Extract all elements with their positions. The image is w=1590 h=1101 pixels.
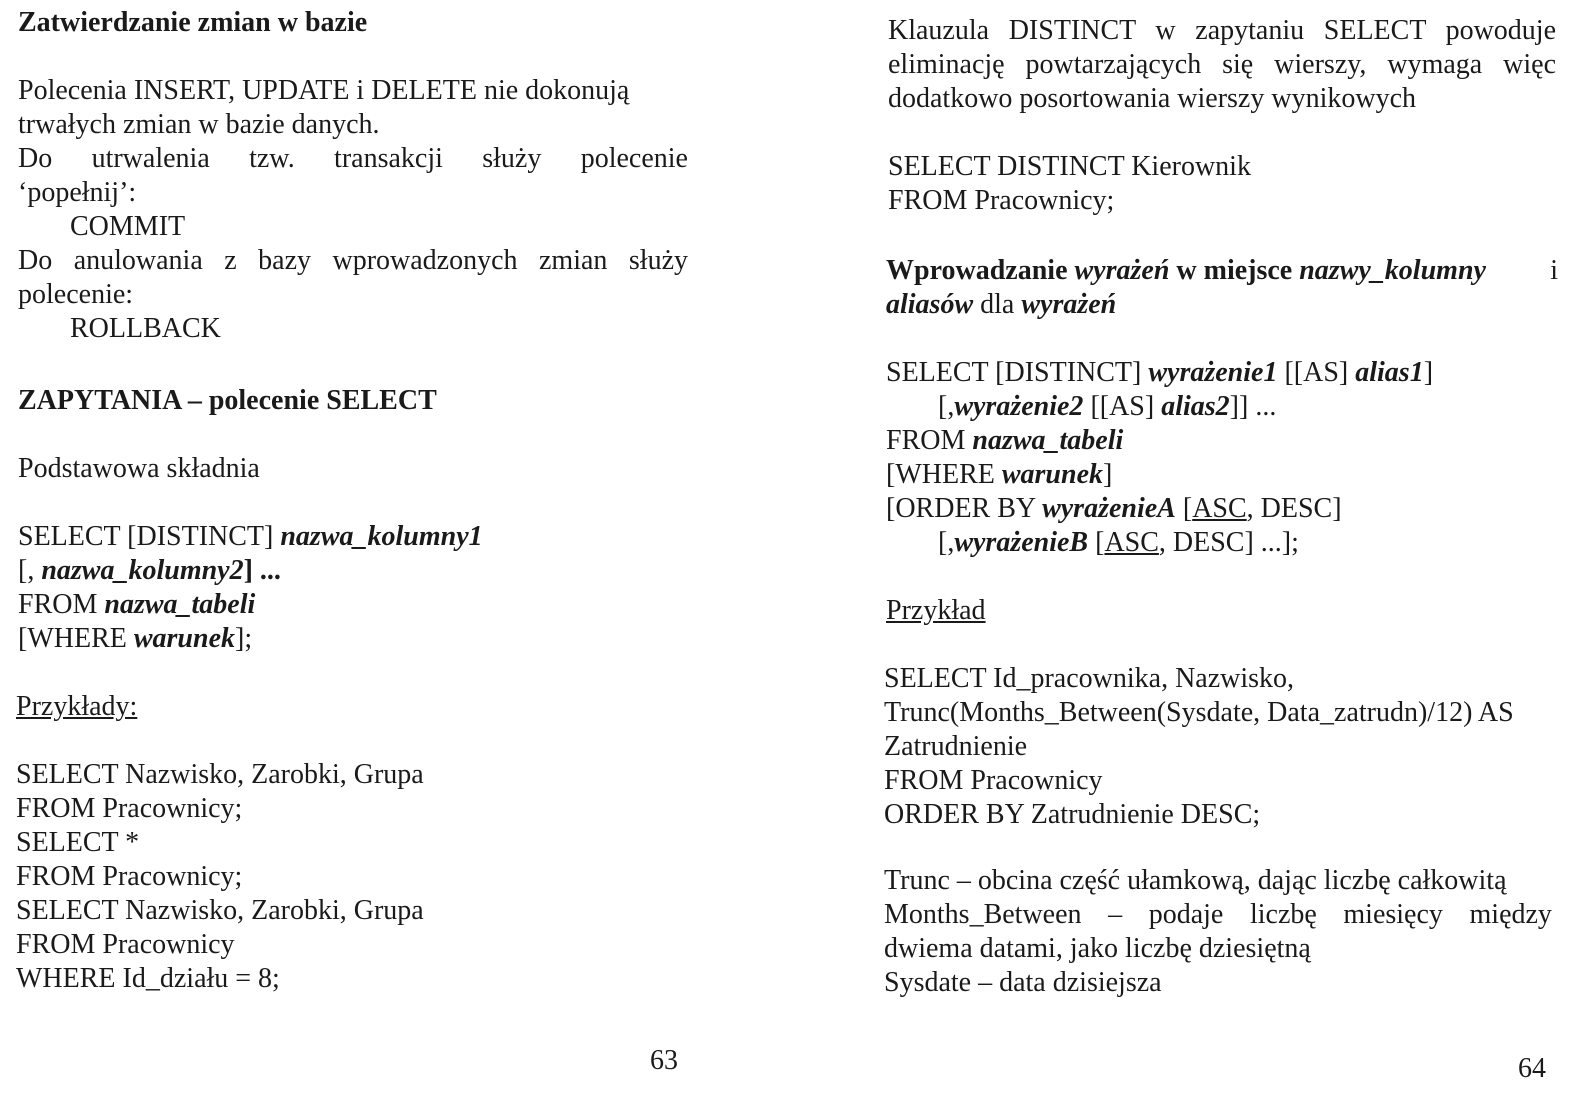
right-page — [884, 0, 1564, 1101]
paragraph-line: polecenie: — [18, 279, 134, 310]
section-heading-expressions-line2: aliasów dla wyrażeń — [886, 289, 1117, 320]
syntax-line: FROM nazwa_tabeli — [886, 425, 1124, 456]
word: tzw. — [249, 143, 295, 174]
example-line: SELECT * — [16, 827, 140, 858]
query-line: ORDER BY Zatrudnienie DESC; — [884, 799, 1261, 830]
word: anulowania — [73, 245, 203, 276]
command-commit: COMMIT — [70, 211, 186, 242]
syntax-title: Podstawowa składnia — [18, 453, 260, 484]
query-line: FROM Pracownicy — [884, 765, 1103, 796]
syntax-line: [WHERE warunek] — [886, 459, 1113, 490]
query-line: SELECT Id_pracownika, Nazwisko, — [884, 663, 1295, 694]
query-line: Zatrudnienie — [884, 731, 1028, 762]
section-heading-commit: Zatwierdzanie zmian w bazie — [18, 7, 368, 38]
note-line: Trunc – obcina część ułamkową, dając liczbę całkowitą — [884, 865, 1507, 896]
command-rollback: ROLLBACK — [70, 313, 221, 344]
example-line: WHERE Id_działu = 8; — [16, 963, 280, 994]
word: służy — [482, 143, 542, 174]
word: transakcji — [334, 143, 443, 174]
word: Months_Between — [884, 899, 1082, 930]
word: miesięcy — [1343, 899, 1443, 930]
paragraph-line: trwałych zmian w bazie danych. — [18, 109, 380, 140]
word: wprowadzonych — [332, 245, 518, 276]
syntax-line: FROM nazwa_tabeli — [18, 589, 256, 620]
example-line: FROM Pracownicy — [16, 929, 235, 960]
word: zmian — [539, 245, 608, 276]
syntax-line: [, nazwa_kolumny2] ... — [18, 555, 281, 586]
paragraph-line: ‘popełnij’: — [18, 177, 137, 208]
word: między — [1469, 899, 1552, 930]
example-line: SELECT Nazwisko, Zarobki, Grupa — [16, 895, 424, 926]
paragraph-line: eliminację powtarzających się wierszy, wymaga więc — [888, 49, 1556, 80]
paragraph-line: dodatkowo posortowania wierszy wynikowych — [888, 83, 1417, 114]
left-page — [16, 0, 696, 1101]
word: z — [224, 245, 237, 276]
word: Do — [18, 245, 53, 276]
syntax-line: [ORDER BY wyrażenieA [ASC, DESC] — [886, 493, 1342, 524]
page-number: 64 — [1518, 1053, 1546, 1084]
syntax-line: SELECT [DISTINCT] nazwa_kolumny1 — [18, 521, 483, 552]
distinct-example-line: SELECT DISTINCT Kierownik — [888, 151, 1251, 182]
example-line: FROM Pracownicy; — [16, 793, 243, 824]
example-line: FROM Pracownicy; — [16, 861, 243, 892]
section-heading-expressions: Wprowadzanie wyrażeń w miejsce nazwy_kolumny i — [886, 255, 1558, 286]
paragraph-line: Klauzula DISTINCT w zapytaniu SELECT powoduje — [888, 15, 1556, 46]
syntax-line: [WHERE warunek]; — [18, 623, 253, 654]
word: służy — [628, 245, 688, 276]
syntax-line: [,wyrażenie2 [[AS] alias2]] ... — [938, 391, 1277, 422]
section-heading-select: ZAPYTANIA – polecenie SELECT — [18, 385, 437, 416]
word: utrwalenia — [91, 143, 210, 174]
word: – — [1108, 899, 1123, 930]
page-number: 63 — [650, 1045, 678, 1076]
distinct-example-line: FROM Pracownicy; — [888, 185, 1115, 216]
word: bazy — [258, 245, 311, 276]
paragraph-line-justified — [18, 142, 688, 176]
word: liczbę — [1249, 899, 1317, 930]
word: Do — [18, 143, 53, 174]
word: podaje — [1148, 899, 1224, 930]
example-line: SELECT Nazwisko, Zarobki, Grupa — [16, 759, 424, 790]
examples-title: Przykłady: — [16, 691, 138, 722]
note-line: Sysdate – data dzisiejsza — [884, 967, 1162, 998]
query-line: Trunc(Months_Between(Sysdate, Data_zatrudn)/12) AS — [884, 697, 1514, 728]
note-line: dwiema datami, jako liczbę dziesiętną — [884, 933, 1311, 964]
paragraph-line-justified — [18, 244, 688, 278]
syntax-line: SELECT [DISTINCT] wyrażenie1 [[AS] alias1] — [886, 357, 1434, 388]
example-title: Przykład — [886, 595, 986, 626]
syntax-line: [,wyrażenieB [ASC, DESC] ...]; — [938, 527, 1299, 558]
note-line-justified — [884, 898, 1552, 932]
word: polecenie — [580, 143, 688, 174]
paragraph-line: Polecenia INSERT, UPDATE i DELETE nie dokonują — [18, 75, 630, 106]
